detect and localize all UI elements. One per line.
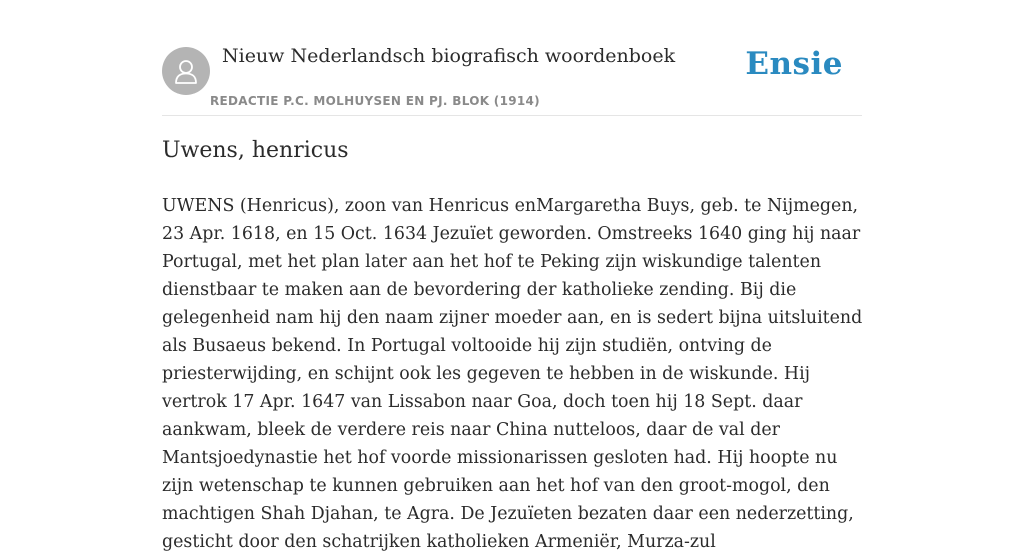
user-silhouette-icon: [171, 56, 201, 86]
entry-title: Uwens, henricus: [162, 138, 349, 163]
ensie-logo[interactable]: Ensie: [745, 46, 843, 82]
entry-body: UWENS (Henricus), zoon van Henricus enMargaretha Buys, geb. te Nijmegen, 23 Apr. 1618, en 15 Oct. 1634 Jezuïet geworden. Omstreeks 1640 ging hij naar Portugal, met het plan later aan het hof te Peking zijn wiskundige talenten dienstbaar te maken aan de bevordering der katholieke zending. Bij die gelegenheid nam hij den naam zijner moeder aan, en is sedert bijna uitsluitend als Busaeus bekend. In Portugal voltooide hij zijn studiën, ontving de priesterwijding, en schijnt ook les gegeven te hebben in de wiskunde. Hij vertrok 17 Apr. 1647 van Lissabon naar Goa, doch toen hij 18 Sept. daar aankwam, bleek de verdere reis naar China nutteloos, daar de val der Mantsjoedynastie het hof voorde missionarissen gesloten had. Hij hoopte nu zijn wetenschap te kunnen gebruiken aan het hof van den groot-mogol, den machtigen Shah Djahan, te Agra. De Jezuïeten bezaten daar een nederzetting, gesticht door den schatrijken katholieken Armeniër, Murza-zul: [162, 196, 863, 552]
avatar[interactable]: [162, 47, 210, 95]
content-container: [162, 0, 863, 552]
book-title[interactable]: Nieuw Nederlandsch biografisch woordenboek: [222, 45, 676, 67]
editor-credit: REDACTIE P.C. MOLHUYSEN EN PJ. BLOK (1914): [210, 94, 540, 108]
header: [162, 0, 862, 116]
